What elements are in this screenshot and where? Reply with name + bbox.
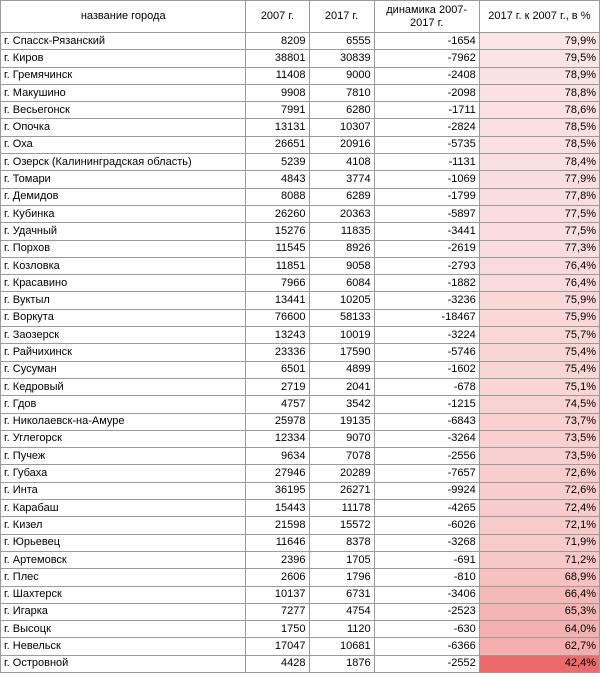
cell-2017: 58133	[309, 309, 374, 326]
cell-ratio: 71,2%	[479, 551, 599, 568]
cell-2017: 9000	[309, 67, 374, 84]
cell-city: г. Козловка	[1, 257, 246, 274]
cell-2017: 15572	[309, 517, 374, 534]
cell-change: -3268	[374, 534, 479, 551]
cell-ratio: 78,4%	[479, 154, 599, 171]
cell-2017: 9058	[309, 257, 374, 274]
cell-change: -678	[374, 378, 479, 395]
cell-ratio: 73,5%	[479, 448, 599, 465]
cell-2017: 26271	[309, 482, 374, 499]
table-row	[1, 396, 600, 413]
cell-2007: 11408	[246, 67, 309, 84]
cell-ratio: 71,9%	[479, 534, 599, 551]
cell-ratio: 72,1%	[479, 517, 599, 534]
table-row	[1, 569, 600, 586]
cell-2007: 4757	[246, 396, 309, 413]
cell-ratio: 79,5%	[479, 50, 599, 67]
cell-2017: 3774	[309, 171, 374, 188]
cell-2017: 17590	[309, 344, 374, 361]
cell-city: г. Артемовск	[1, 551, 246, 568]
cell-city: г. Карабаш	[1, 500, 246, 517]
cell-2007: 7966	[246, 275, 309, 292]
cell-ratio: 68,9%	[479, 569, 599, 586]
cell-2007: 13131	[246, 119, 309, 136]
cell-ratio: 65,3%	[479, 603, 599, 620]
cell-change: -5897	[374, 205, 479, 222]
cell-change: -3224	[374, 327, 479, 344]
cell-ratio: 75,7%	[479, 327, 599, 344]
cell-change: -1602	[374, 361, 479, 378]
cell-2007: 12334	[246, 430, 309, 447]
cell-2017: 11835	[309, 223, 374, 240]
cell-ratio: 42,4%	[479, 655, 599, 672]
cell-city: г. Оха	[1, 136, 246, 153]
cell-2017: 10019	[309, 327, 374, 344]
cell-2017: 10205	[309, 292, 374, 309]
cell-ratio: 79,9%	[479, 33, 599, 50]
cell-ratio: 72,6%	[479, 465, 599, 482]
table-row	[1, 430, 600, 447]
cell-2007: 13243	[246, 327, 309, 344]
cell-city: г. Невельск	[1, 638, 246, 655]
table-row	[1, 534, 600, 551]
header-city: название города	[1, 1, 246, 33]
table-row	[1, 275, 600, 292]
cell-2007: 13441	[246, 292, 309, 309]
cell-2017: 30839	[309, 50, 374, 67]
table-row	[1, 465, 600, 482]
table-body	[1, 33, 600, 673]
cell-2007: 9634	[246, 448, 309, 465]
table-row	[1, 482, 600, 499]
table-row	[1, 223, 600, 240]
cell-2017: 20916	[309, 136, 374, 153]
cell-change: -18467	[374, 309, 479, 326]
cell-city: г. Николаевск-на-Амуре	[1, 413, 246, 430]
cell-city: г. Гдов	[1, 396, 246, 413]
cell-change: -691	[374, 551, 479, 568]
cell-2007: 11851	[246, 257, 309, 274]
cell-2017: 1705	[309, 551, 374, 568]
header-row	[1, 1, 600, 33]
cell-city: г. Сусуман	[1, 361, 246, 378]
cell-ratio: 77,3%	[479, 240, 599, 257]
cell-city: г. Юрьевец	[1, 534, 246, 551]
cell-2017: 6289	[309, 188, 374, 205]
table-row	[1, 33, 600, 50]
cell-2007: 23336	[246, 344, 309, 361]
cell-change: -4265	[374, 500, 479, 517]
table-row	[1, 551, 600, 568]
cell-2007: 8209	[246, 33, 309, 50]
cell-2007: 76600	[246, 309, 309, 326]
cell-change: -9924	[374, 482, 479, 499]
header-ratio: 2017 г. к 2007 г., в %	[479, 1, 599, 33]
cell-2007: 25978	[246, 413, 309, 430]
cell-change: -3264	[374, 430, 479, 447]
table-row	[1, 361, 600, 378]
cell-ratio: 62,7%	[479, 638, 599, 655]
header-change: динамика 2007-2017 г.	[374, 1, 479, 33]
cell-2017: 19135	[309, 413, 374, 430]
cell-city: г. Островной	[1, 655, 246, 672]
cell-city: г. Красавино	[1, 275, 246, 292]
cell-2007: 9908	[246, 84, 309, 101]
cell-city: г. Гремячинск	[1, 67, 246, 84]
cell-ratio: 64,0%	[479, 621, 599, 638]
table-row	[1, 655, 600, 672]
cell-ratio: 77,8%	[479, 188, 599, 205]
cell-change: -1882	[374, 275, 479, 292]
cell-ratio: 74,5%	[479, 396, 599, 413]
cell-2017: 4108	[309, 154, 374, 171]
cell-city: г. Заозерск	[1, 327, 246, 344]
cell-city: г. Кизел	[1, 517, 246, 534]
cell-change: -6026	[374, 517, 479, 534]
cell-2017: 6731	[309, 586, 374, 603]
cell-ratio: 78,5%	[479, 136, 599, 153]
cell-city: г. Райчихинск	[1, 344, 246, 361]
cell-2007: 10137	[246, 586, 309, 603]
cell-ratio: 76,4%	[479, 275, 599, 292]
cell-2017: 8378	[309, 534, 374, 551]
cell-city: г. Инта	[1, 482, 246, 499]
cell-change: -2824	[374, 119, 479, 136]
cell-change: -1069	[374, 171, 479, 188]
cell-ratio: 77,5%	[479, 223, 599, 240]
cell-2017: 4754	[309, 603, 374, 620]
cell-ratio: 75,1%	[479, 378, 599, 395]
cell-2017: 1796	[309, 569, 374, 586]
cell-city: г. Спасск-Рязанский	[1, 33, 246, 50]
cell-city: г. Высоцк	[1, 621, 246, 638]
table-row	[1, 448, 600, 465]
cell-change: -1711	[374, 102, 479, 119]
cell-2007: 27946	[246, 465, 309, 482]
cell-2017: 4899	[309, 361, 374, 378]
table-row	[1, 621, 600, 638]
cell-2017: 6280	[309, 102, 374, 119]
cell-2007: 6501	[246, 361, 309, 378]
table-row	[1, 102, 600, 119]
cell-city: г. Порхов	[1, 240, 246, 257]
table-row	[1, 292, 600, 309]
cell-change: -2098	[374, 84, 479, 101]
cell-city: г. Плес	[1, 569, 246, 586]
table-row	[1, 327, 600, 344]
cell-ratio: 72,6%	[479, 482, 599, 499]
table-row	[1, 84, 600, 101]
cell-2017: 11178	[309, 500, 374, 517]
cell-2017: 1120	[309, 621, 374, 638]
cell-2017: 10307	[309, 119, 374, 136]
header-2007: 2007 г.	[246, 1, 309, 33]
cell-2017: 2041	[309, 378, 374, 395]
cell-2007: 26260	[246, 205, 309, 222]
cell-change: -2619	[374, 240, 479, 257]
cell-2007: 21598	[246, 517, 309, 534]
cell-change: -5735	[374, 136, 479, 153]
cell-ratio: 78,6%	[479, 102, 599, 119]
cell-change: -7657	[374, 465, 479, 482]
cell-change: -1654	[374, 33, 479, 50]
cell-city: г. Пучеж	[1, 448, 246, 465]
cell-change: -7962	[374, 50, 479, 67]
cell-change: -5746	[374, 344, 479, 361]
table-row	[1, 603, 600, 620]
cell-2007: 38801	[246, 50, 309, 67]
cell-2007: 7991	[246, 102, 309, 119]
cell-ratio: 66,4%	[479, 586, 599, 603]
table-row	[1, 517, 600, 534]
cell-change: -630	[374, 621, 479, 638]
table-row	[1, 309, 600, 326]
cell-2007: 2719	[246, 378, 309, 395]
cell-change: -3406	[374, 586, 479, 603]
cell-2017: 3542	[309, 396, 374, 413]
table-row	[1, 154, 600, 171]
cell-2017: 20363	[309, 205, 374, 222]
cell-2017: 6555	[309, 33, 374, 50]
cell-ratio: 78,8%	[479, 84, 599, 101]
cell-city: г. Озерск (Калининградская область)	[1, 154, 246, 171]
table-row	[1, 205, 600, 222]
cell-ratio: 75,9%	[479, 309, 599, 326]
table-row	[1, 378, 600, 395]
cell-ratio: 78,5%	[479, 119, 599, 136]
cell-city: г. Киров	[1, 50, 246, 67]
table-row	[1, 638, 600, 655]
cell-2007: 2606	[246, 569, 309, 586]
cell-2007: 1750	[246, 621, 309, 638]
cell-change: -6843	[374, 413, 479, 430]
cell-change: -2552	[374, 655, 479, 672]
cell-city: г. Томари	[1, 171, 246, 188]
cell-city: г. Кубинка	[1, 205, 246, 222]
table-row	[1, 413, 600, 430]
cell-2007: 2396	[246, 551, 309, 568]
cell-2007: 17047	[246, 638, 309, 655]
cell-2007: 15443	[246, 500, 309, 517]
table-row	[1, 188, 600, 205]
cell-2017: 9070	[309, 430, 374, 447]
cell-2017: 7078	[309, 448, 374, 465]
cell-2007: 11545	[246, 240, 309, 257]
cell-2007: 36195	[246, 482, 309, 499]
cell-2017: 6084	[309, 275, 374, 292]
cell-ratio: 72,4%	[479, 500, 599, 517]
cell-city: г. Удачный	[1, 223, 246, 240]
cell-ratio: 76,4%	[479, 257, 599, 274]
cell-change: -2523	[374, 603, 479, 620]
cell-2007: 5239	[246, 154, 309, 171]
table-row	[1, 586, 600, 603]
cell-2007: 11646	[246, 534, 309, 551]
table-row	[1, 500, 600, 517]
table-row	[1, 136, 600, 153]
cell-city: г. Кедровый	[1, 378, 246, 395]
table-row	[1, 50, 600, 67]
header-2017: 2017 г.	[309, 1, 374, 33]
cell-city: г. Макушино	[1, 84, 246, 101]
cell-ratio: 73,5%	[479, 430, 599, 447]
cell-2017: 10681	[309, 638, 374, 655]
cell-change: -1215	[374, 396, 479, 413]
cell-city: г. Губаха	[1, 465, 246, 482]
cell-change: -2408	[374, 67, 479, 84]
table-row	[1, 67, 600, 84]
table-row	[1, 257, 600, 274]
cell-change: -810	[374, 569, 479, 586]
table-row	[1, 240, 600, 257]
cell-ratio: 75,4%	[479, 361, 599, 378]
cell-city: г. Шахтерск	[1, 586, 246, 603]
cell-2017: 1876	[309, 655, 374, 672]
cell-2007: 26651	[246, 136, 309, 153]
cell-city: г. Углегорск	[1, 430, 246, 447]
cell-2017: 7810	[309, 84, 374, 101]
cell-city: г. Игарка	[1, 603, 246, 620]
cell-2007: 8088	[246, 188, 309, 205]
cell-change: -2793	[374, 257, 479, 274]
cell-ratio: 75,4%	[479, 344, 599, 361]
cell-2007: 15276	[246, 223, 309, 240]
table-row	[1, 344, 600, 361]
cell-ratio: 77,9%	[479, 171, 599, 188]
cell-2007: 4428	[246, 655, 309, 672]
cell-2007: 4843	[246, 171, 309, 188]
cell-2017: 8926	[309, 240, 374, 257]
table-row	[1, 119, 600, 136]
cell-change: -6366	[374, 638, 479, 655]
cell-city: г. Весьегонск	[1, 102, 246, 119]
cell-ratio: 73,7%	[479, 413, 599, 430]
cell-ratio: 75,9%	[479, 292, 599, 309]
cell-city: г. Вуктыл	[1, 292, 246, 309]
cell-2007: 7277	[246, 603, 309, 620]
cell-change: -2556	[374, 448, 479, 465]
cell-change: -1131	[374, 154, 479, 171]
cell-city: г. Демидов	[1, 188, 246, 205]
cell-change: -3441	[374, 223, 479, 240]
cell-change: -1799	[374, 188, 479, 205]
cell-ratio: 78,9%	[479, 67, 599, 84]
table-row	[1, 171, 600, 188]
cell-ratio: 77,5%	[479, 205, 599, 222]
cell-city: г. Воркута	[1, 309, 246, 326]
cell-change: -3236	[374, 292, 479, 309]
cell-city: г. Опочка	[1, 119, 246, 136]
cell-2017: 20289	[309, 465, 374, 482]
